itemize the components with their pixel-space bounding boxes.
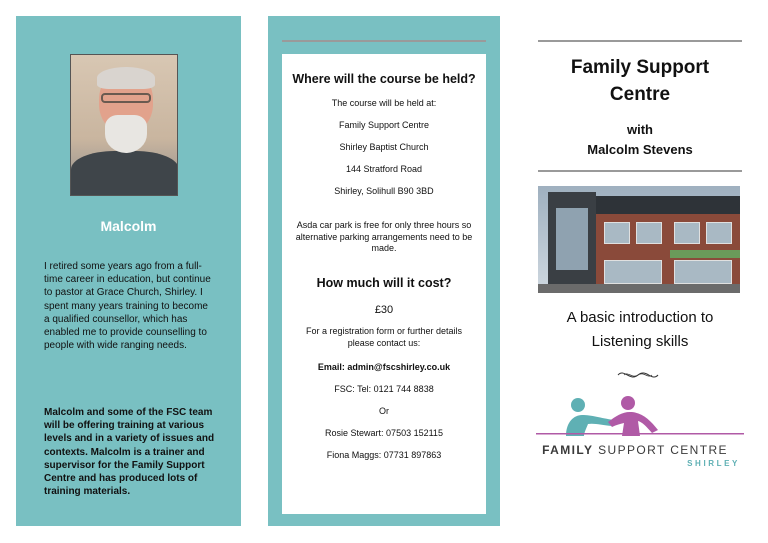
address-line: Shirley, Solihull B90 3BD bbox=[334, 186, 434, 196]
building-photo bbox=[538, 186, 740, 293]
address-line: Family Support Centre bbox=[338, 120, 430, 130]
where-heading: Where will the course be held? bbox=[292, 72, 476, 86]
divider bbox=[538, 40, 742, 42]
logo-figures-icon bbox=[536, 396, 744, 436]
held-at-text: The course will be held at: bbox=[331, 98, 437, 108]
divider bbox=[282, 40, 486, 42]
presenter-bio: I retired some years ago from a full-time career in education, but continue to pastor at Grace Church, Shirley. I spent many years training to become a qualified counsellor, which has enabled me to provide counselling to people with wide ranging needs. bbox=[44, 261, 211, 352]
flourish-ornament-icon bbox=[616, 368, 660, 382]
presenter-credit: with Malcolm Stevens bbox=[587, 122, 693, 157]
email-link[interactable]: Email: admin@fscshirley.co.uk bbox=[317, 362, 451, 372]
divider bbox=[538, 170, 742, 172]
details-panel bbox=[268, 16, 500, 526]
logo-wordmark: FAMILY SUPPORT CENTRE bbox=[542, 443, 728, 457]
details-card bbox=[282, 54, 486, 514]
contact-rosie: Rosie Stewart: 07503 152115 bbox=[325, 428, 443, 438]
or-text: Or bbox=[379, 406, 389, 416]
logo-location: SHIRLEY bbox=[687, 459, 740, 468]
address-line: Shirley Baptist Church bbox=[339, 142, 429, 152]
malcolm-portrait-photo bbox=[70, 54, 178, 196]
address-line: 144 Stratford Road bbox=[345, 164, 423, 174]
parking-note: Asda car park is free for only three hours so alternative parking arrangements need to be made. bbox=[295, 220, 473, 253]
training-info: Malcolm and some of the FSC team will be offering training at various levels and in a variety of issues and contexts. Malcolm is a trainer and supervisor for the Family Support Centre and has produced lots of training materials. bbox=[44, 407, 215, 498]
contact-intro: For a registration form or further details please contact us: bbox=[305, 326, 463, 348]
about-panel bbox=[16, 16, 241, 526]
course-title: A basic introduction to Listening skills bbox=[566, 309, 714, 350]
fsc-phone: FSC: Tel: 0121 744 8838 bbox=[334, 384, 434, 394]
brochure-title: Family Support Centre bbox=[570, 57, 710, 105]
cost-heading: How much will it cost? bbox=[316, 276, 452, 290]
presenter-name: Malcolm bbox=[100, 218, 157, 234]
contact-fiona: Fiona Maggs: 07731 897863 bbox=[326, 450, 442, 460]
price: £30 bbox=[374, 304, 394, 316]
